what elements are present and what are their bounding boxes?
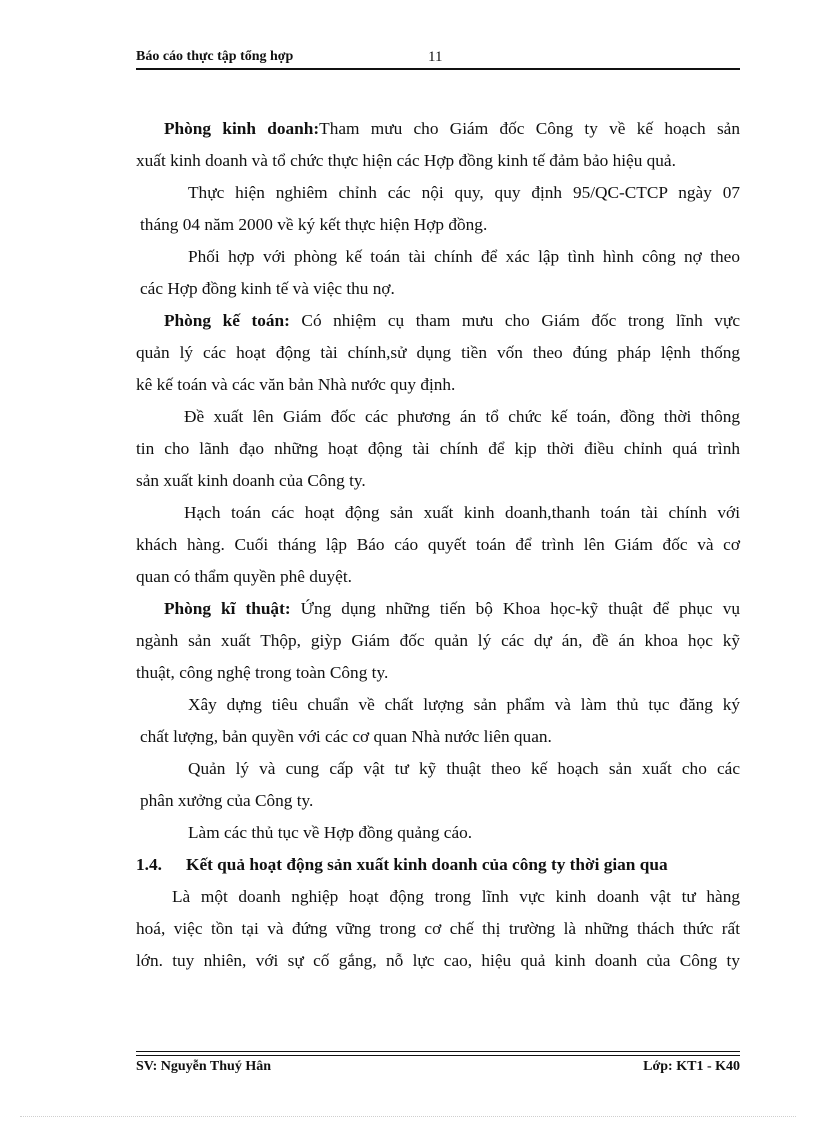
bold-lead: Phòng kĩ thuật: (164, 599, 291, 618)
line-text: phân xưởng của Công ty. (140, 791, 314, 810)
text-line (136, 465, 740, 497)
paragraph (136, 241, 740, 305)
line-text: sản xuất kinh doanh của Công ty. (136, 471, 366, 490)
bold-lead: Phòng kinh doanh: (164, 119, 320, 138)
footer-student: SV: Nguyễn Thuý Hân (136, 1059, 272, 1074)
text-line (136, 273, 740, 305)
text-line (136, 401, 740, 433)
header-divider (136, 68, 740, 70)
text-line (136, 529, 740, 561)
line-text: Phối hợp với phòng kế toán tài chính để xác lập tình hình công nợ theo (188, 247, 740, 266)
text-line (136, 913, 740, 945)
paragraph (136, 753, 740, 817)
paragraph (136, 689, 740, 753)
text-line (136, 145, 740, 177)
footer-divider-thin (136, 1055, 740, 1056)
line-text: Là một doanh nghiệp hoạt động trong lĩnh vực kinh doanh vật tư hàng (172, 887, 740, 906)
line-text: hoá, việc tồn tại và đứng vững trong cơ chế thị trường là những thách thức rất (136, 919, 740, 938)
line-text: lớn. tuy nhiên, với sự cố gắng, nỗ lực cao, hiệu quả kinh doanh của Công ty (136, 951, 740, 970)
line-text: xuất kinh doanh và tổ chức thực hiện các Hợp đồng kinh tế đảm bảo hiệu quả. (136, 151, 676, 170)
line-text: thuật, công nghệ trong toàn Công ty. (136, 663, 389, 682)
line-text: Xây dựng tiêu chuẩn về chất lượng sản phẩm và làm thủ tục đăng ký (188, 695, 740, 714)
document-body (136, 113, 740, 977)
line-text: khách hàng. Cuối tháng lập Báo cáo quyết toán để trình lên Giám đốc và cơ (136, 535, 740, 554)
text-line (136, 721, 740, 753)
text-line (136, 625, 740, 657)
text-line (136, 177, 740, 209)
section-number: 1.4. (136, 855, 162, 874)
paragraph (136, 113, 740, 177)
line-text: Thực hiện nghiêm chỉnh các nội quy, quy định 95/QC-CTCP ngày 07 (188, 183, 740, 202)
paragraph (136, 881, 740, 977)
page-footer (136, 1059, 740, 1079)
text-line (136, 881, 740, 913)
paragraph-list (136, 113, 740, 849)
text-line (136, 561, 740, 593)
text-line (136, 433, 740, 465)
paragraph (136, 497, 740, 593)
text-line (136, 945, 740, 977)
text-line (136, 241, 740, 273)
text-line (136, 753, 740, 785)
text-line (136, 497, 740, 529)
line-text: Hạch toán các hoạt động sản xuất kinh doanh,thanh toán tài chính với (184, 503, 740, 522)
paragraph (136, 305, 740, 401)
paragraph (136, 593, 740, 689)
footer-divider (136, 1051, 740, 1052)
section-title: Kết quả hoạt động sản xuất kinh doanh của công ty thời gian qua (186, 855, 668, 874)
text-line (136, 657, 740, 689)
page-number: 11 (428, 49, 443, 65)
line-text: Ứng dụng những tiến bộ Khoa học-kỹ thuật để phục vụ (290, 599, 740, 618)
text-line (136, 209, 740, 241)
line-text: Quản lý và cung cấp vật tư kỹ thuật theo kế hoạch sản xuất cho các (188, 759, 740, 778)
line-text: Làm các thủ tục về Hợp đồng quảng cáo. (188, 823, 473, 842)
text-line (136, 817, 740, 849)
paragraph (136, 401, 740, 497)
line-text: chất lượng, bản quyền với các cơ quan Nhà nước liên quan. (140, 727, 552, 746)
line-text: ngành sản xuất Thộp, giỳp Giám đốc quản lý các dự án, đề án khoa học kỹ (136, 631, 740, 650)
line-text: Tham mưu cho Giám đốc Công ty về kế hoạch sản (319, 119, 740, 138)
line-text: tin cho lãnh đạo những hoạt động tài chính để kịp thời điều chỉnh quá trình (136, 439, 740, 458)
text-line (136, 785, 740, 817)
line-text: quản lý các hoạt động tài chính,sử dụng tiền vốn theo đúng pháp lệnh thống (136, 343, 740, 362)
line-text: các Hợp đồng kinh tế và việc thu nợ. (140, 279, 395, 298)
text-line (136, 305, 740, 337)
line-text: Có nhiệm cụ tham mưu cho Giám đốc trong lĩnh vực (289, 311, 740, 330)
text-line (136, 593, 740, 625)
line-text: Đề xuất lên Giám đốc các phương án tổ chức kế toán, đồng thời thông (184, 407, 740, 426)
footer-class: Lớp: KT1 - K40 (643, 1059, 740, 1074)
paragraph (136, 177, 740, 241)
line-text: kê kế toán và các văn bản Nhà nước quy định. (136, 375, 456, 394)
line-text: tháng 04 năm 2000 về ký kết thực hiện Hợp đồng. (140, 215, 488, 234)
page-edge-dots (20, 1116, 796, 1117)
text-line (136, 689, 740, 721)
text-line (136, 337, 740, 369)
closing-paragraph (136, 881, 740, 977)
text-line (136, 369, 740, 401)
line-text: quan có thẩm quyền phê duyệt. (136, 567, 352, 586)
paragraph (136, 817, 740, 849)
section-heading (136, 849, 740, 881)
bold-lead: Phòng kế toán: (164, 311, 290, 330)
page-header (136, 49, 740, 69)
text-line (136, 113, 740, 145)
header-title: Báo cáo thực tập tổng hợp (136, 49, 294, 64)
